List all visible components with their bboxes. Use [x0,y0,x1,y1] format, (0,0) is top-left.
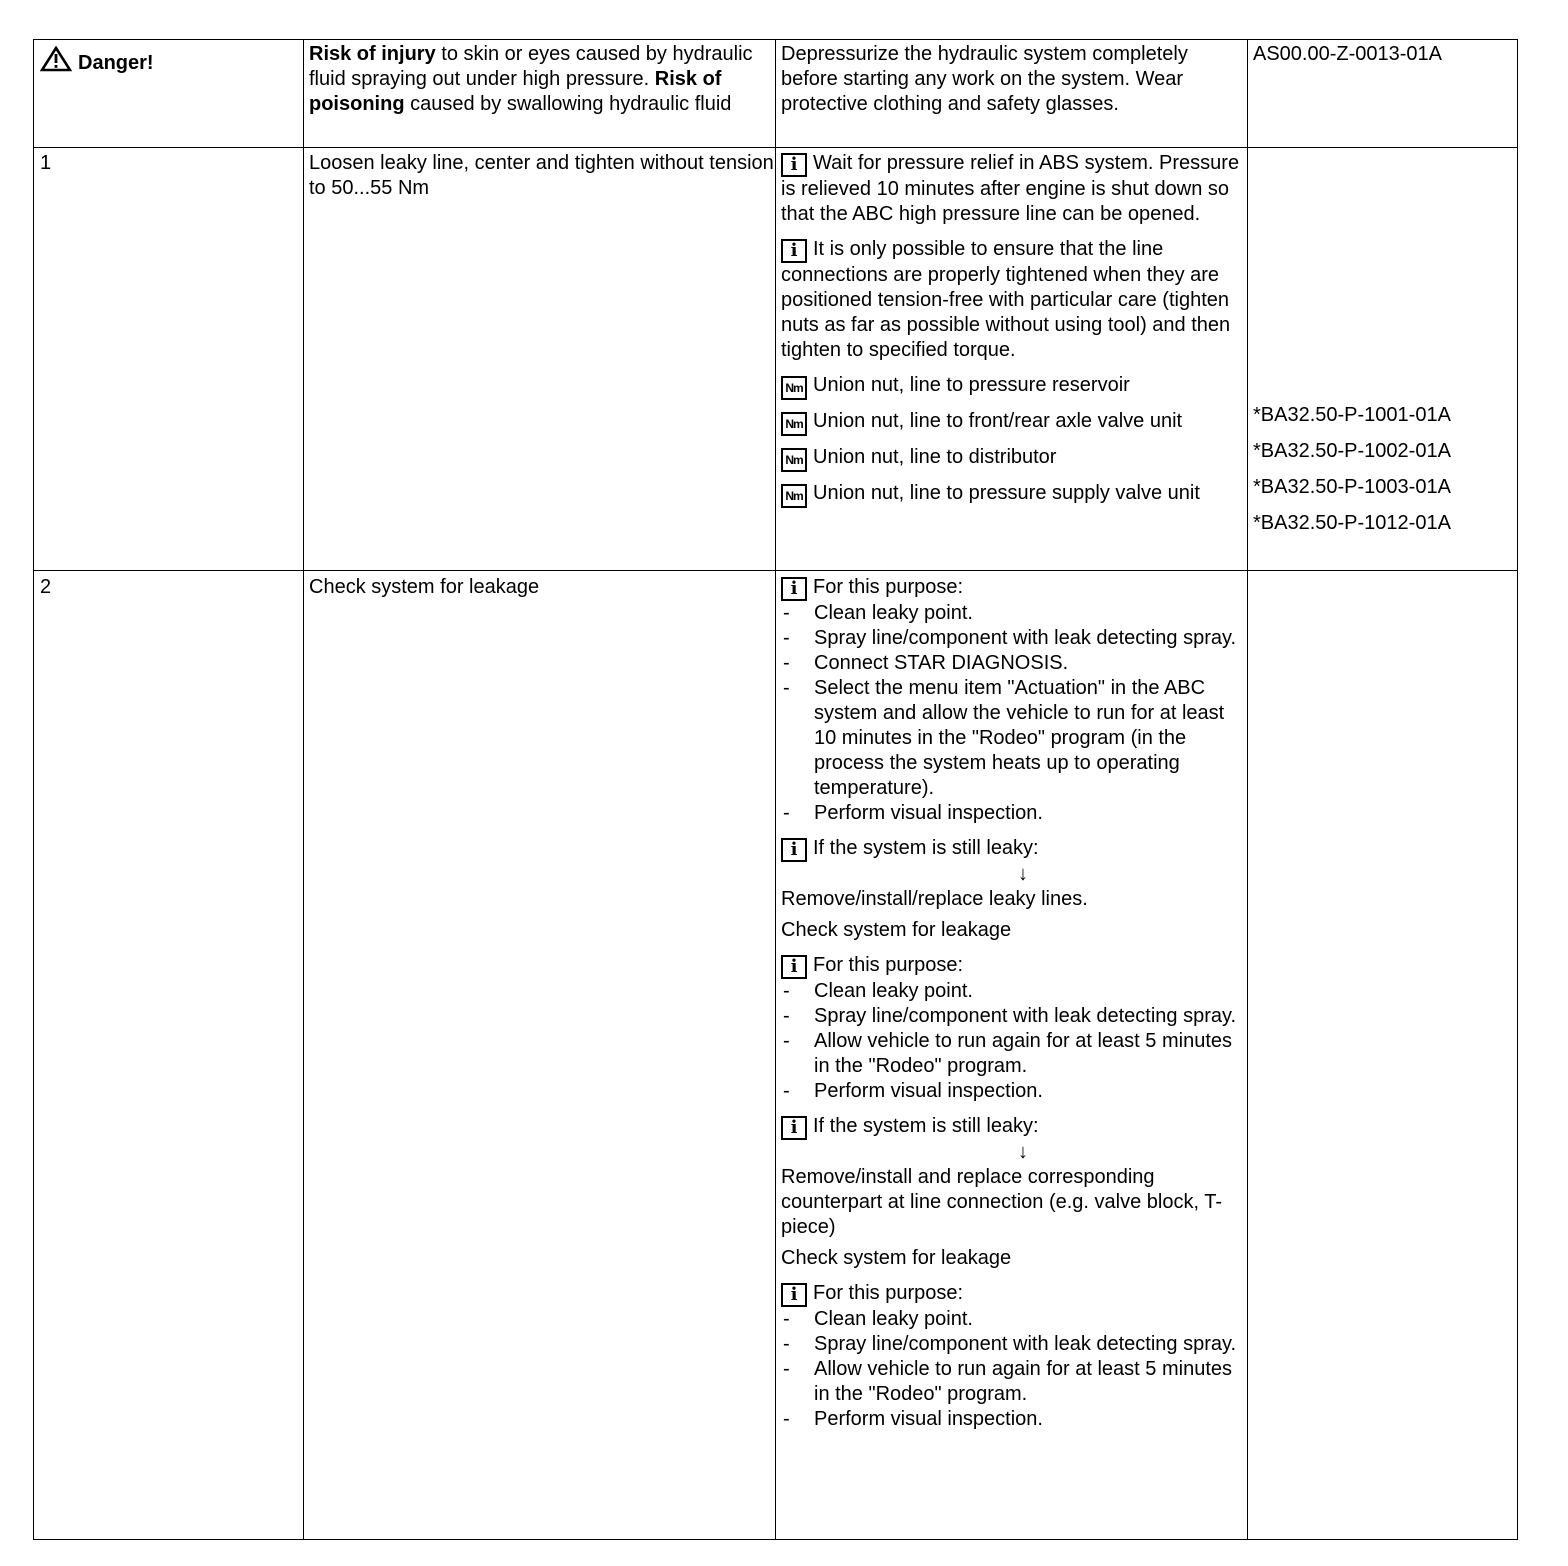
torque-item [781,409,1245,445]
step-2-number: 2 [40,576,52,598]
list-item: - Connect STAR DIAGNOSIS. [781,651,1245,676]
step-1-notes [781,151,1245,508]
danger-risk-cell [309,42,774,117]
torque-item [781,481,1245,508]
list-item: - Clean leaky point. [781,1307,1245,1332]
purpose-intro: For this purpose: [813,576,964,598]
risk-injury-text: to skin or eyes caused by hydraulic fluid spraying out under high pressure. [309,43,753,90]
torque-item [781,373,1245,409]
list-item: - Spray line/component with leak detecting spray. [781,1332,1245,1357]
list-item: - Spray line/component with leak detecting spray. [781,626,1245,651]
column-divider [303,40,304,1539]
danger-reference: AS00.00-Z-0013-01A [1253,43,1443,65]
row-divider [34,570,1517,571]
procedure-list [781,601,1245,826]
torque-item-text: Union nut, line to pressure reservoir [813,374,1130,396]
step-1-note-tension-free: It is only possible to ensure that the line connections are properly tightened when they are positioned tension-free with particular care (tighten nuts as far as possible without using tool) and then tighten to specified torque. [781,238,1231,361]
danger-reference-cell [1253,42,1515,67]
purpose-intro: For this purpose: [813,1282,964,1304]
risk-poison-heading: Risk of poisoning [309,68,722,115]
still-leaky-note: If the system is still leaky: [813,1115,1039,1137]
danger-label-cell [40,46,302,79]
check-leakage-text: Check system for leakage [781,1247,1012,1269]
step-1-number: 1 [40,152,52,174]
danger-measure-cell [781,42,1245,117]
row-divider [34,147,1517,148]
risk-poison-text: caused by swallowing hydraulic fluid [404,93,732,115]
torque-nm-icon: Nm [781,484,807,508]
torque-item [781,445,1245,481]
torque-reference: *BA32.50-P-1003-01A [1253,476,1451,498]
torque-item-text: Union nut, line to front/rear axle valve unit [813,410,1183,432]
info-icon: i [781,577,807,601]
column-divider [1247,40,1248,1539]
torque-nm-icon: Nm [781,376,807,400]
still-leaky-note: If the system is still leaky: [813,837,1039,859]
list-item: - Perform visual inspection. [781,801,1245,826]
info-icon: i [781,153,807,177]
list-item: - Perform visual inspection. [781,1079,1245,1104]
column-divider [775,40,776,1539]
step-1-references [1253,403,1515,536]
info-icon: i [781,1116,807,1140]
torque-reference: *BA32.50-P-1002-01A [1253,440,1451,462]
info-icon: i [781,239,807,263]
info-icon: i [781,955,807,979]
torque-reference: *BA32.50-P-1012-01A [1253,512,1451,534]
remedy-text: Remove/install and replace corresponding counterpart at line connection (e.g. valve block, T-piece) [781,1166,1222,1238]
step-2-action: Check system for leakage [309,576,540,598]
list-item: - Allow vehicle to run again for at least 5 minutes in the "Rodeo" program. [781,1357,1245,1407]
list-item: - Clean leaky point. [781,601,1245,626]
step-2-notes [781,575,1245,1432]
procedure-list [781,979,1245,1104]
list-item: - Clean leaky point. [781,979,1245,1004]
torque-reference: *BA32.50-P-1001-01A [1253,404,1451,426]
step-1-note-pressure-relief: Wait for pressure relief in ABS system. Pressure is relieved 10 minutes after engine is shut down so that the ABC high pressure line can be opened. [781,152,1240,225]
list-item: - Perform visual inspection. [781,1407,1245,1432]
work-instruction-table [33,39,1518,1540]
down-arrow-icon: ↓ [1018,1141,1028,1163]
torque-item-text: Union nut, line to pressure supply valve unit [813,482,1200,504]
down-arrow-icon: ↓ [1018,863,1028,885]
step-1-action: Loosen leaky line, center and tighten without tension to 50...55 Nm [309,152,774,199]
remedy-text: Remove/install/replace leaky lines. [781,888,1088,910]
purpose-intro: For this purpose: [813,954,964,976]
list-item: - Allow vehicle to run again for at least 5 minutes in the "Rodeo" program. [781,1029,1245,1079]
list-item: - Select the menu item "Actuation" in the ABC system and allow the vehicle to run for at least 10 minutes in the "Rodeo" program (in the process the system heats up to operating temperature). [781,676,1245,801]
info-icon: i [781,1283,807,1307]
torque-nm-icon: Nm [781,448,807,472]
torque-nm-icon: Nm [781,412,807,436]
risk-injury-heading: Risk of injury [309,43,436,65]
torque-item-text: Union nut, line to distributor [813,446,1057,468]
list-item: - Spray line/component with leak detecting spray. [781,1004,1245,1029]
warning-triangle-icon [40,46,72,79]
info-icon: i [781,838,807,862]
danger-measure: Depressurize the hydraulic system completely before starting any work on the system. Wear protective clothing and safety glasses. [781,43,1188,115]
check-leakage-text: Check system for leakage [781,919,1012,941]
procedure-list [781,1307,1245,1432]
danger-label: Danger! [78,52,154,74]
